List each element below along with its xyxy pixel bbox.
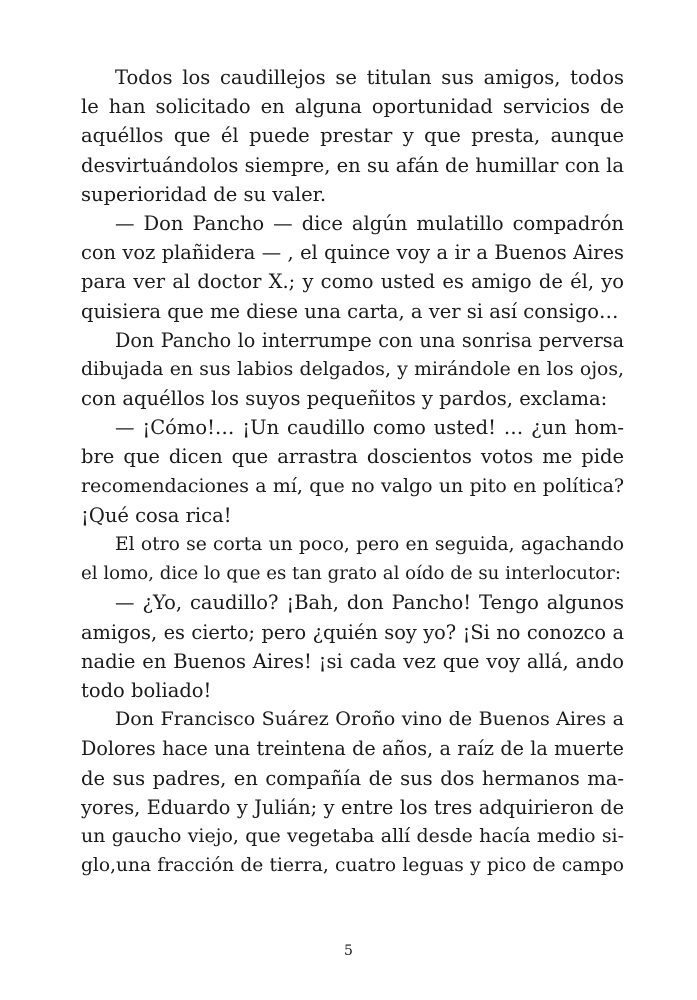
text-line: superioridad de su valer. [81, 182, 327, 206]
text-line: todo boliado! [81, 678, 212, 702]
text-line: yores, Eduardo y Julián; y entre los tres adquirieron de [81, 795, 624, 819]
text-line: El otro se corta un poco, pero en seguida, agachando [115, 534, 624, 555]
text-line: — Don Pancho — dice algún mulatillo compadrón [115, 211, 624, 235]
text-line: — ¿Yo, caudillo? ¡Bah, don Pancho! Tengo algunos [115, 591, 624, 615]
text-line: le han solicitado en alguna oportunidad servicios de [81, 95, 624, 119]
text-line: quisiera que me diese una carta, a ver si así consigo… [81, 299, 619, 323]
text-line: bre que dicen que arrastra doscientos votos me pide [81, 445, 624, 469]
text-line: el lomo, dice lo que es tan grato al oído de su interlocutor: [81, 563, 621, 585]
text-line: dibujada en sus labios delgados, y mirándole en los ojos, [81, 358, 624, 380]
text-line: amigos, es cierto; pero ¿quién soy yo? ¡Si no conozco a [81, 620, 624, 644]
text-line: de sus padres, en compañía de sus dos hermanos ma- [81, 766, 624, 790]
text-line: para ver al doctor X.; y como usted es amigo de él, yo [81, 270, 624, 294]
page-number: 5 [344, 943, 353, 959]
text-line: aquéllos que él puede prestar y que presta, aunque [81, 124, 624, 148]
text-line: desvirtuándolos siempre, en su afán de humillar con la [81, 153, 624, 177]
text-line: ¡Qué cosa rica! [81, 503, 232, 527]
body-text [81, 63, 624, 880]
text-line: — ¡Cómo!… ¡Un caudillo como usted! … ¿un hom- [115, 416, 624, 440]
text-line: con voz plañidera — , el quince voy a ir a Buenos Aires [81, 241, 624, 265]
text-line: nadie en Buenos Aires! ¡si cada vez que voy allá, ando [81, 649, 624, 673]
text-line: Dolores hace una treintena de años, a raíz de la muerte [81, 737, 624, 761]
text-line: Don Pancho lo interrumpe con una sonrisa perversa [115, 328, 624, 352]
text-line: Todos los caudillejos se titulan sus amigos, todos [115, 66, 624, 89]
text-line: recomendaciones a mí, que no valgo un pito en política? [81, 474, 624, 497]
text-line: Don Francisco Suárez Oroño vino de Buenos Aires a [115, 708, 624, 731]
text-line: con aquéllos los suyos pequeñitos y pardos, exclama: [81, 387, 608, 411]
text-line: glo,una fracción de tierra, cuatro leguas y pico de campo [81, 855, 624, 877]
text-line: un gaucho viejo, que vegetaba allí desde hacía medio si- [81, 824, 624, 847]
